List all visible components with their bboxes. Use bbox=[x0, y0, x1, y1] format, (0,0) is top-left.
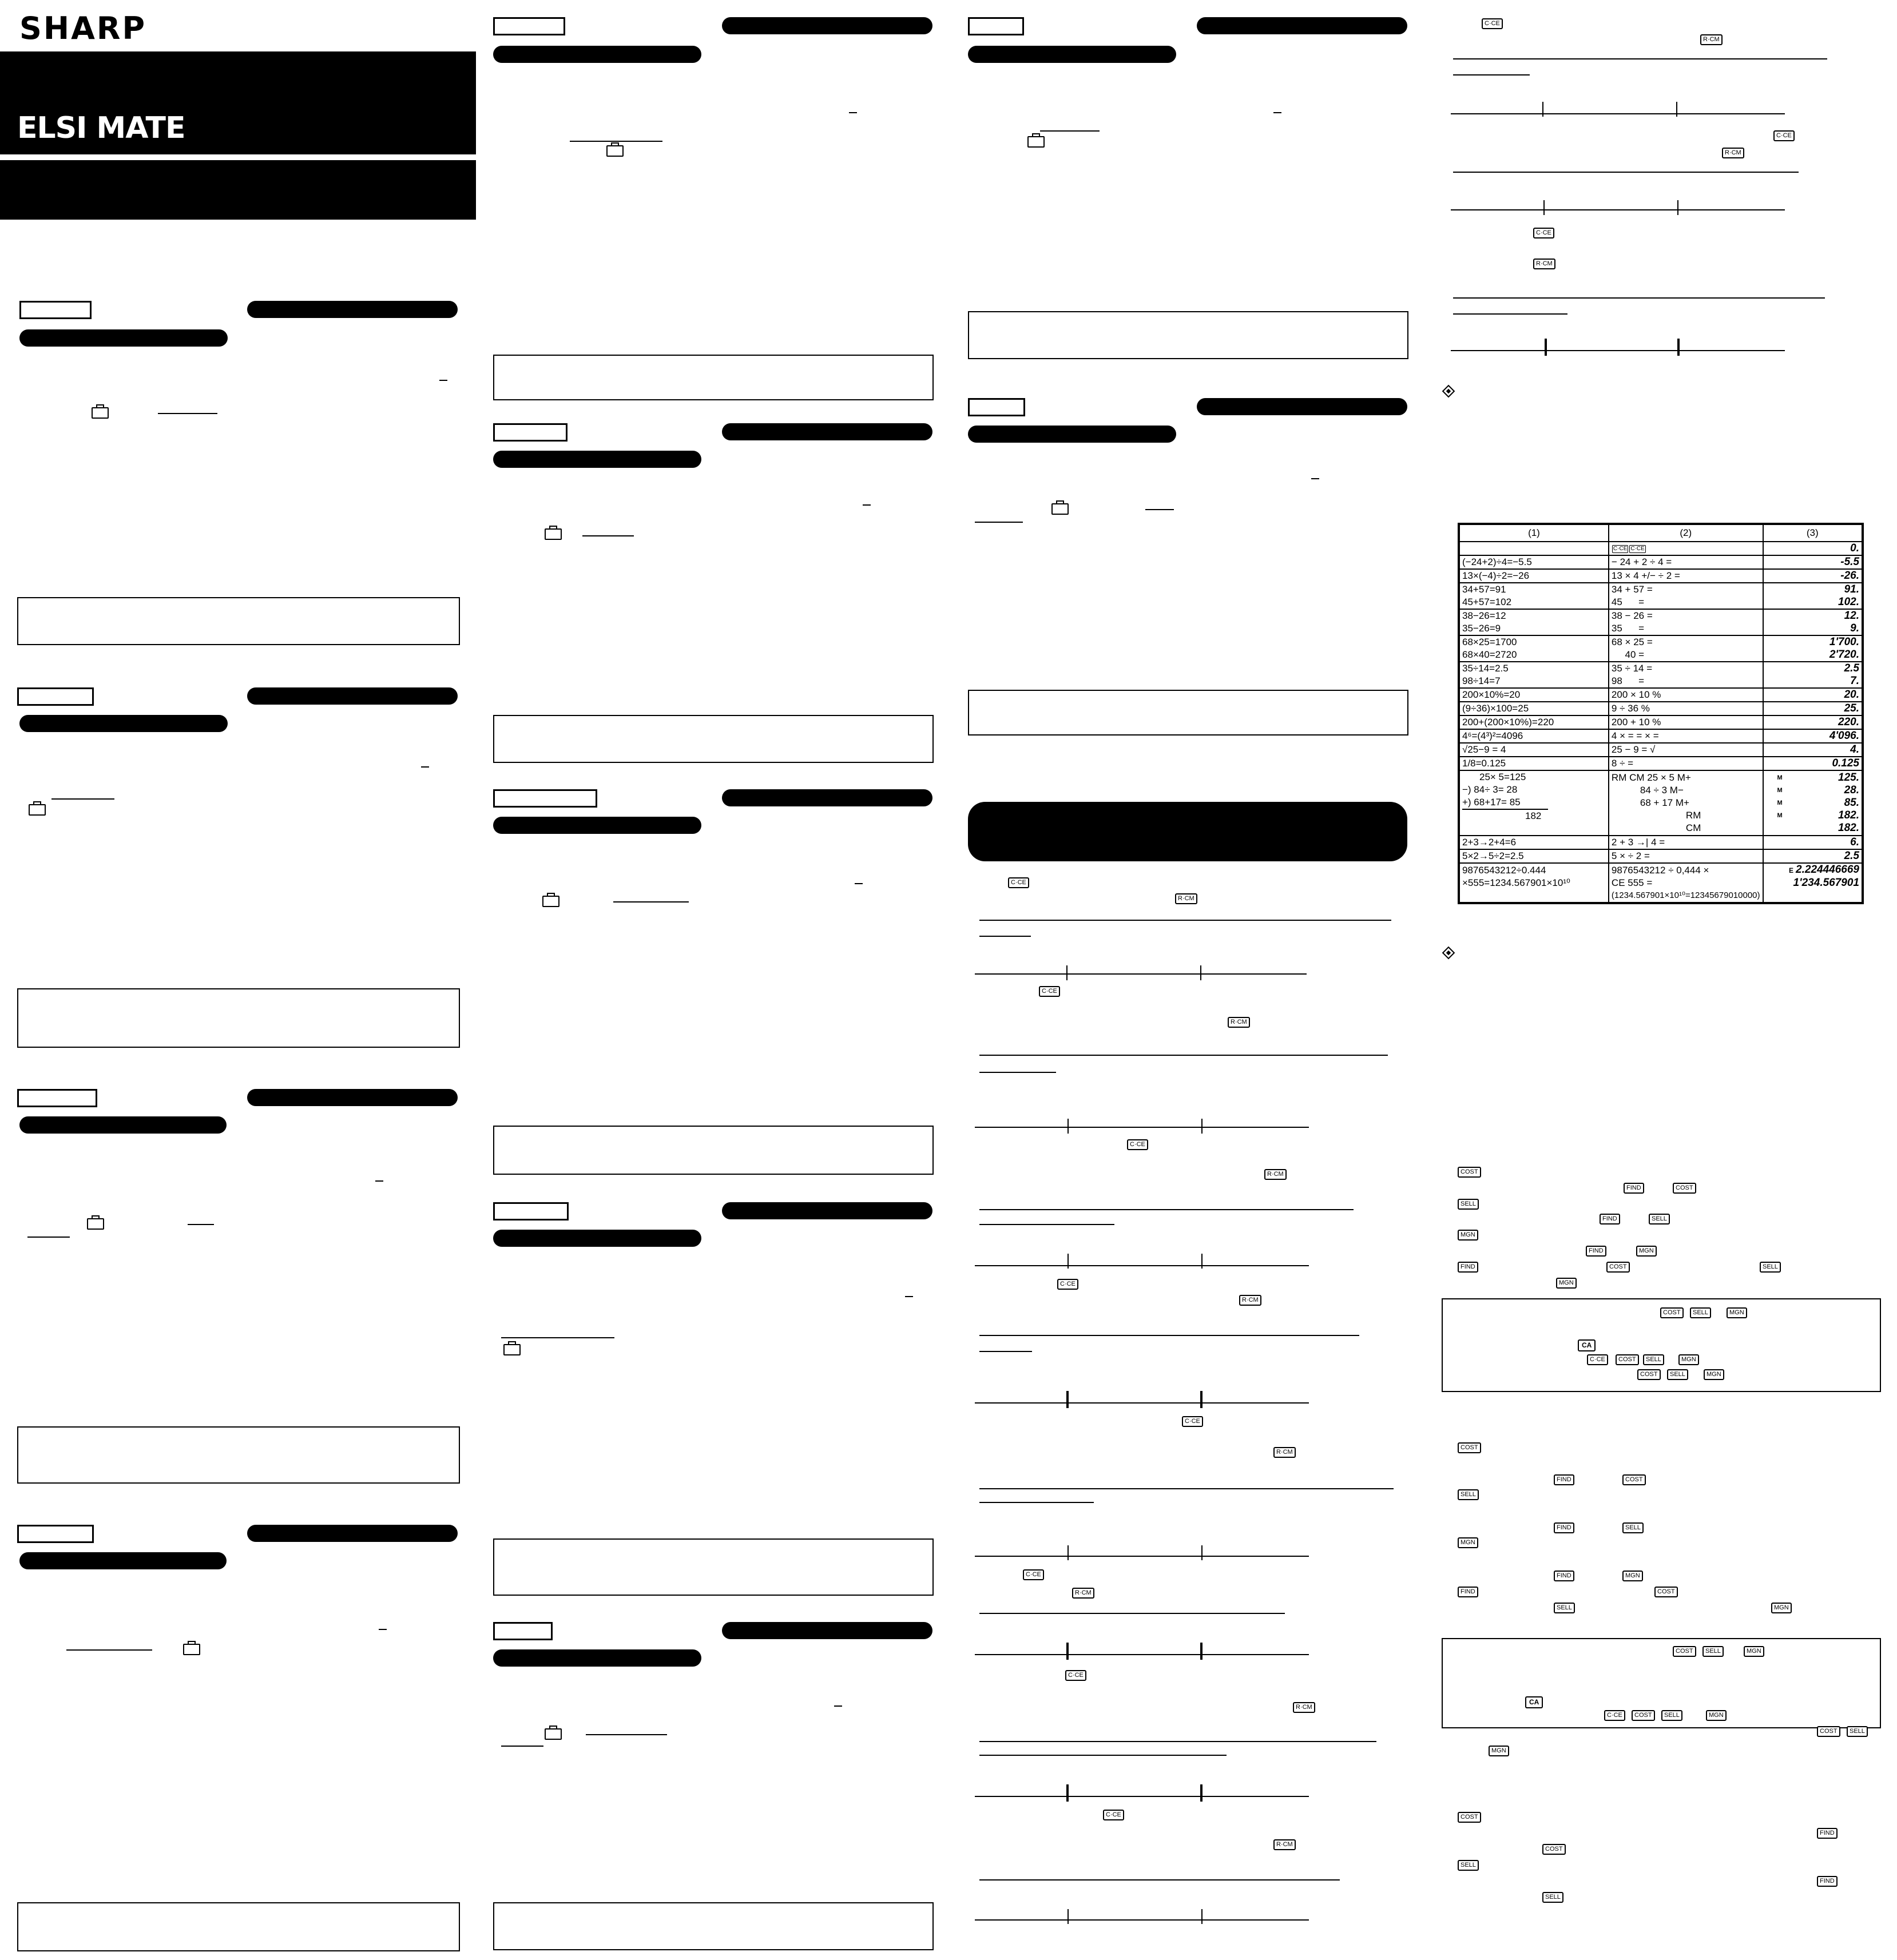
note-box bbox=[17, 597, 460, 645]
mgn-key: MGN bbox=[1706, 1710, 1727, 1721]
underline bbox=[586, 1734, 667, 1735]
sell-key: SELL bbox=[1847, 1726, 1868, 1737]
rcm-key: R·CM bbox=[1722, 148, 1744, 158]
table-row: 98÷14=7 98 = 7. bbox=[1459, 675, 1863, 688]
text-dash bbox=[905, 1296, 913, 1297]
ca-key: CA bbox=[1578, 1339, 1596, 1351]
rcm-key: R·CM bbox=[1700, 34, 1723, 45]
rcm-key: R·CM bbox=[1072, 1588, 1094, 1599]
section-heading-bar bbox=[247, 1089, 458, 1106]
timeline-tick bbox=[1543, 200, 1545, 215]
section-subheading-bar bbox=[19, 329, 228, 347]
find-key: FIND bbox=[1554, 1522, 1574, 1533]
rule bbox=[979, 920, 1391, 921]
rule bbox=[1453, 313, 1567, 315]
find-key: FIND bbox=[1817, 1876, 1838, 1887]
underline bbox=[1145, 509, 1174, 510]
find-key: FIND bbox=[1586, 1246, 1606, 1257]
mgn-key: MGN bbox=[1704, 1369, 1724, 1380]
timeline bbox=[975, 1919, 1309, 1921]
sell-key: SELL bbox=[1667, 1369, 1688, 1380]
underline bbox=[613, 901, 689, 903]
cost-key: COST bbox=[1458, 1167, 1481, 1178]
sell-key: SELL bbox=[1760, 1262, 1781, 1273]
table-row: 2+3→2+4=6 2 + 3 →| 4 = 6. bbox=[1459, 836, 1863, 849]
rule bbox=[1453, 172, 1799, 173]
timeline-tick bbox=[1200, 1391, 1203, 1408]
rule bbox=[979, 1488, 1394, 1489]
cost-key: COST bbox=[1673, 1183, 1696, 1194]
cce-key: C·CE bbox=[1008, 877, 1029, 888]
text-dash bbox=[863, 504, 871, 506]
underline bbox=[27, 1237, 70, 1238]
timeline-tick bbox=[1677, 200, 1678, 215]
rcm-key: R·CM bbox=[1228, 1017, 1250, 1028]
sell-key: SELL bbox=[1458, 1489, 1479, 1500]
rule bbox=[979, 1072, 1056, 1073]
table-row: 38−26=12 38 − 26 = 12. bbox=[1459, 609, 1863, 622]
title-band bbox=[0, 51, 476, 154]
calculator-icon bbox=[92, 407, 109, 419]
rule bbox=[1453, 74, 1530, 75]
table-row: 4⁶=(4³)²=4096 4 × = = × = 4'096. bbox=[1459, 729, 1863, 743]
section-heading-bar bbox=[722, 789, 932, 806]
find-key: FIND bbox=[1817, 1828, 1838, 1839]
section-heading-bar bbox=[247, 687, 458, 705]
cost-key: COST bbox=[1458, 1812, 1481, 1823]
section-tag bbox=[19, 301, 92, 319]
text-dash bbox=[849, 112, 857, 113]
sell-key: SELL bbox=[1702, 1646, 1724, 1657]
timeline-tick bbox=[1067, 1119, 1069, 1134]
table-row: 35−26=9 35 = 9. bbox=[1459, 622, 1863, 635]
section-subheading-bar bbox=[493, 1230, 701, 1247]
cce-key: C·CE bbox=[1103, 1810, 1124, 1820]
calculator-icon bbox=[87, 1218, 104, 1230]
section-subheading-bar bbox=[493, 817, 701, 834]
rcm-key: R·CM bbox=[1273, 1447, 1296, 1458]
underline bbox=[582, 535, 634, 536]
sharp-logo: SHARP bbox=[19, 10, 147, 46]
note-box bbox=[17, 988, 460, 1048]
rule bbox=[979, 1879, 1340, 1881]
text-dash bbox=[379, 1629, 387, 1630]
cce-key: C·CE bbox=[1613, 545, 1628, 552]
rcm-key: R·CM bbox=[1533, 259, 1555, 269]
section-tag bbox=[17, 1089, 97, 1107]
rule bbox=[979, 1351, 1032, 1352]
ca-key: CA bbox=[1525, 1696, 1543, 1708]
calculator-icon bbox=[542, 896, 559, 907]
cce-key: C·CE bbox=[1630, 545, 1645, 552]
text-dash bbox=[855, 883, 863, 884]
section-heading-bar bbox=[722, 17, 932, 34]
text-dash bbox=[375, 1180, 383, 1182]
rule bbox=[979, 936, 1031, 937]
column-header: (1) bbox=[1459, 524, 1609, 542]
timeline bbox=[1451, 350, 1785, 351]
section-tag bbox=[493, 1202, 569, 1220]
cost-key: COST bbox=[1817, 1726, 1840, 1737]
rcm-key: R·CM bbox=[1175, 893, 1197, 904]
cce-key: C·CE bbox=[1065, 1670, 1086, 1681]
underline bbox=[158, 413, 217, 414]
find-key: FIND bbox=[1554, 1571, 1574, 1581]
timeline-tick bbox=[1545, 339, 1547, 356]
section-subheading-bar bbox=[493, 1649, 701, 1667]
rule bbox=[979, 1613, 1285, 1614]
mgn-key: MGN bbox=[1678, 1354, 1699, 1365]
calculator-icon bbox=[545, 1728, 562, 1740]
rcm-key: R·CM bbox=[1239, 1295, 1261, 1306]
table-row: 68×25=1700 68 × 25 = 1'700. bbox=[1459, 635, 1863, 649]
section-heading-bar bbox=[1197, 17, 1407, 34]
calculator-icon bbox=[183, 1644, 200, 1655]
cce-key: C·CE bbox=[1604, 1710, 1625, 1721]
section-tag bbox=[17, 687, 94, 706]
mgn-key: MGN bbox=[1636, 1246, 1657, 1257]
timeline-tick bbox=[1066, 1643, 1069, 1660]
timeline bbox=[975, 1654, 1309, 1655]
sell-key: SELL bbox=[1690, 1307, 1711, 1318]
timeline bbox=[975, 1796, 1309, 1797]
cost-key: COST bbox=[1458, 1442, 1481, 1453]
rule bbox=[979, 1224, 1114, 1225]
rule bbox=[979, 1209, 1354, 1210]
cost-key: COST bbox=[1606, 1262, 1630, 1273]
cce-key: C·CE bbox=[1127, 1139, 1148, 1150]
rcm-key: R·CM bbox=[1273, 1839, 1296, 1850]
underline bbox=[188, 1224, 214, 1225]
rule bbox=[1453, 297, 1825, 299]
cce-key: C·CE bbox=[1533, 228, 1554, 238]
timeline bbox=[975, 1127, 1309, 1128]
rcm-key: R·CM bbox=[1264, 1169, 1287, 1180]
section-tag bbox=[968, 17, 1024, 35]
calculator-icon bbox=[1051, 503, 1069, 515]
cce-key: C·CE bbox=[1182, 1416, 1203, 1427]
note-box bbox=[493, 355, 934, 400]
table-row: 34+57=91 34 + 57 = 91. bbox=[1459, 583, 1863, 596]
timeline bbox=[975, 1402, 1309, 1404]
mgn-key: MGN bbox=[1458, 1537, 1478, 1548]
timeline-tick bbox=[1067, 1545, 1069, 1560]
table-row: (9÷36)×100=25 9 ÷ 36 % 25. bbox=[1459, 702, 1863, 715]
calculator-icon bbox=[606, 145, 624, 157]
section-tag bbox=[17, 1525, 94, 1543]
rule bbox=[979, 1741, 1376, 1742]
note-box bbox=[17, 1426, 460, 1484]
section-heading-bar bbox=[722, 1622, 932, 1639]
underline bbox=[975, 522, 1023, 523]
overflow-example-row: 9876543212÷0.444 ×555=1234.567901×10¹⁰ 9876543212 ÷ 0,444 × CE 555 = (1234.567901×10¹⁰=12345679010000) E 2.224446669 1'234.567901 bbox=[1459, 863, 1863, 903]
operation-examples-table bbox=[1458, 523, 1864, 904]
timeline bbox=[975, 1265, 1309, 1266]
section-heading-bar bbox=[722, 423, 932, 440]
section-heading-bar bbox=[1197, 398, 1407, 415]
section-subheading-bar bbox=[493, 46, 701, 63]
rule bbox=[1453, 58, 1827, 59]
cce-key: C·CE bbox=[1023, 1569, 1044, 1580]
cost-key: COST bbox=[1622, 1474, 1646, 1485]
timeline-tick bbox=[1067, 1909, 1069, 1924]
table-row: 200+(200×10%)=220 200 + 10 % 220. bbox=[1459, 715, 1863, 729]
rule bbox=[979, 1055, 1388, 1056]
column-header: (2) bbox=[1609, 524, 1763, 542]
cce-key: C·CE bbox=[1057, 1279, 1078, 1290]
table-row: 13×(−4)÷2=−26 13 × 4 +/− ÷ 2 = -26. bbox=[1459, 569, 1863, 583]
table-row: 5×2→5÷2=2.5 5 × ÷ 2 = 2.5 bbox=[1459, 849, 1863, 863]
table-row: (−24+2)÷4=−5.5 − 24 + 2 ÷ 4 = -5.5 bbox=[1459, 555, 1863, 569]
table-row: C·CE C·CE 0. bbox=[1459, 542, 1863, 555]
underline bbox=[501, 1337, 614, 1338]
table-row: √25−9 = 4 25 − 9 = √ 4. bbox=[1459, 743, 1863, 757]
rule bbox=[979, 1502, 1094, 1503]
bullet-diamond-icon bbox=[1442, 947, 1455, 960]
section-subheading-bar bbox=[493, 451, 701, 468]
timeline-tick bbox=[1066, 1784, 1069, 1802]
timeline-tick bbox=[1201, 1909, 1203, 1924]
mgn-key: MGN bbox=[1727, 1307, 1747, 1318]
rule bbox=[979, 1335, 1359, 1336]
cost-key: COST bbox=[1637, 1369, 1661, 1380]
cost-key: COST bbox=[1616, 1354, 1639, 1365]
cost-key: COST bbox=[1654, 1587, 1678, 1597]
sell-key: SELL bbox=[1649, 1214, 1670, 1224]
underline bbox=[51, 798, 114, 800]
timeline-tick bbox=[1200, 1784, 1203, 1802]
note-box bbox=[493, 715, 934, 763]
find-key: FIND bbox=[1600, 1214, 1620, 1224]
timeline bbox=[1451, 113, 1785, 114]
section-tag bbox=[968, 398, 1025, 416]
mgn-key: MGN bbox=[1556, 1278, 1577, 1289]
series-name: ELSI MATE bbox=[17, 111, 185, 145]
timeline-tick bbox=[1066, 965, 1067, 980]
text-dash bbox=[421, 766, 429, 768]
text-dash bbox=[834, 1705, 842, 1707]
calculator-icon bbox=[503, 1344, 521, 1355]
subtitle-band bbox=[0, 160, 476, 220]
timeline-tick bbox=[1676, 102, 1677, 117]
note-box bbox=[17, 1902, 460, 1951]
find-key: FIND bbox=[1458, 1262, 1478, 1273]
timeline-tick bbox=[1201, 1119, 1203, 1134]
section-subheading-bar bbox=[19, 1552, 227, 1569]
cost-key: COST bbox=[1660, 1307, 1684, 1318]
text-dash bbox=[1273, 112, 1281, 113]
calculator-icon bbox=[545, 528, 562, 540]
timeline-tick bbox=[1201, 1254, 1203, 1269]
underline bbox=[1040, 130, 1100, 132]
memory-example-row: 25× 5=125 −) 84÷ 3= 28 +) 68+17= 85 182 RM CM 25 × 5 M+ 84 ÷ 3 M− 68 + 17 M+ RM CM M 125. M 28. M 85. M 182. 182. bbox=[1459, 770, 1863, 836]
section-tag bbox=[493, 423, 567, 442]
mgn-key: MGN bbox=[1622, 1571, 1643, 1581]
rcm-key: R·CM bbox=[1293, 1702, 1315, 1713]
sell-key: SELL bbox=[1542, 1892, 1563, 1903]
timeline-tick bbox=[1200, 1643, 1203, 1660]
timeline-tick bbox=[1677, 339, 1680, 356]
timeline bbox=[975, 1556, 1309, 1557]
sell-key: SELL bbox=[1458, 1860, 1479, 1871]
sell-key: SELL bbox=[1643, 1354, 1664, 1365]
timeline-tick bbox=[1542, 102, 1543, 117]
sell-key: SELL bbox=[1622, 1522, 1644, 1533]
note-box bbox=[1442, 1298, 1881, 1392]
section-heading-bar bbox=[247, 301, 458, 318]
sell-key: SELL bbox=[1458, 1199, 1479, 1210]
note-box bbox=[1442, 1638, 1881, 1754]
section-tag bbox=[493, 17, 565, 35]
sell-key: SELL bbox=[1554, 1603, 1575, 1613]
table-row: 1/8=0.125 8 ÷ = 0.125 bbox=[1459, 757, 1863, 770]
timeline-tick bbox=[1067, 1254, 1069, 1269]
section-subheading-bar bbox=[19, 1116, 227, 1134]
section-subheading-bar bbox=[968, 46, 1176, 63]
cce-key: C·CE bbox=[1039, 986, 1060, 997]
mgn-key: MGN bbox=[1744, 1646, 1764, 1657]
note-box bbox=[968, 690, 1408, 736]
cce-key: C·CE bbox=[1773, 130, 1795, 141]
timeline-tick bbox=[1200, 965, 1201, 980]
section-tag bbox=[493, 1622, 553, 1640]
cce-key: C·CE bbox=[1482, 18, 1503, 29]
section-heading-bar bbox=[247, 1525, 458, 1542]
note-box bbox=[493, 1126, 934, 1175]
sell-key: SELL bbox=[1661, 1710, 1682, 1721]
text-dash bbox=[439, 380, 447, 381]
timeline bbox=[975, 973, 1307, 975]
underline bbox=[501, 1746, 543, 1747]
note-box bbox=[493, 1538, 934, 1596]
underline bbox=[570, 141, 662, 142]
table-row: 200×10%=20 200 × 10 % 20. bbox=[1459, 688, 1863, 702]
table-row: 45+57=102 45 = 102. bbox=[1459, 596, 1863, 609]
find-key: FIND bbox=[1624, 1183, 1644, 1194]
cost-key: COST bbox=[1542, 1844, 1566, 1855]
section-title-banner bbox=[968, 802, 1407, 861]
cce-key: C·CE bbox=[1587, 1354, 1608, 1365]
note-box bbox=[493, 1902, 934, 1950]
timeline bbox=[1451, 209, 1785, 210]
section-tag bbox=[493, 789, 597, 808]
mgn-key: MGN bbox=[1458, 1230, 1478, 1241]
calculator-icon bbox=[1027, 136, 1045, 148]
cost-key: COST bbox=[1632, 1710, 1655, 1721]
find-key: FIND bbox=[1458, 1587, 1478, 1597]
underline bbox=[66, 1649, 152, 1651]
section-subheading-bar bbox=[19, 715, 228, 732]
find-key: FIND bbox=[1554, 1474, 1574, 1485]
rule bbox=[979, 1755, 1227, 1756]
timeline-tick bbox=[1201, 1545, 1203, 1560]
mgn-key: MGN bbox=[1771, 1603, 1792, 1613]
table-row: 35÷14=2.5 35 ÷ 14 = 2.5 bbox=[1459, 662, 1863, 675]
text-dash bbox=[1311, 478, 1319, 479]
section-subheading-bar bbox=[968, 426, 1176, 443]
mgn-key: MGN bbox=[1489, 1746, 1509, 1756]
calculator-icon bbox=[29, 804, 46, 816]
section-heading-bar bbox=[722, 1202, 932, 1219]
table-row: 68×40=2720 40 = 2'720. bbox=[1459, 649, 1863, 662]
column-header: (3) bbox=[1763, 524, 1863, 542]
bullet-diamond-icon bbox=[1442, 385, 1455, 398]
note-box bbox=[968, 311, 1408, 359]
timeline-tick bbox=[1066, 1391, 1069, 1408]
cost-key: COST bbox=[1673, 1646, 1696, 1657]
